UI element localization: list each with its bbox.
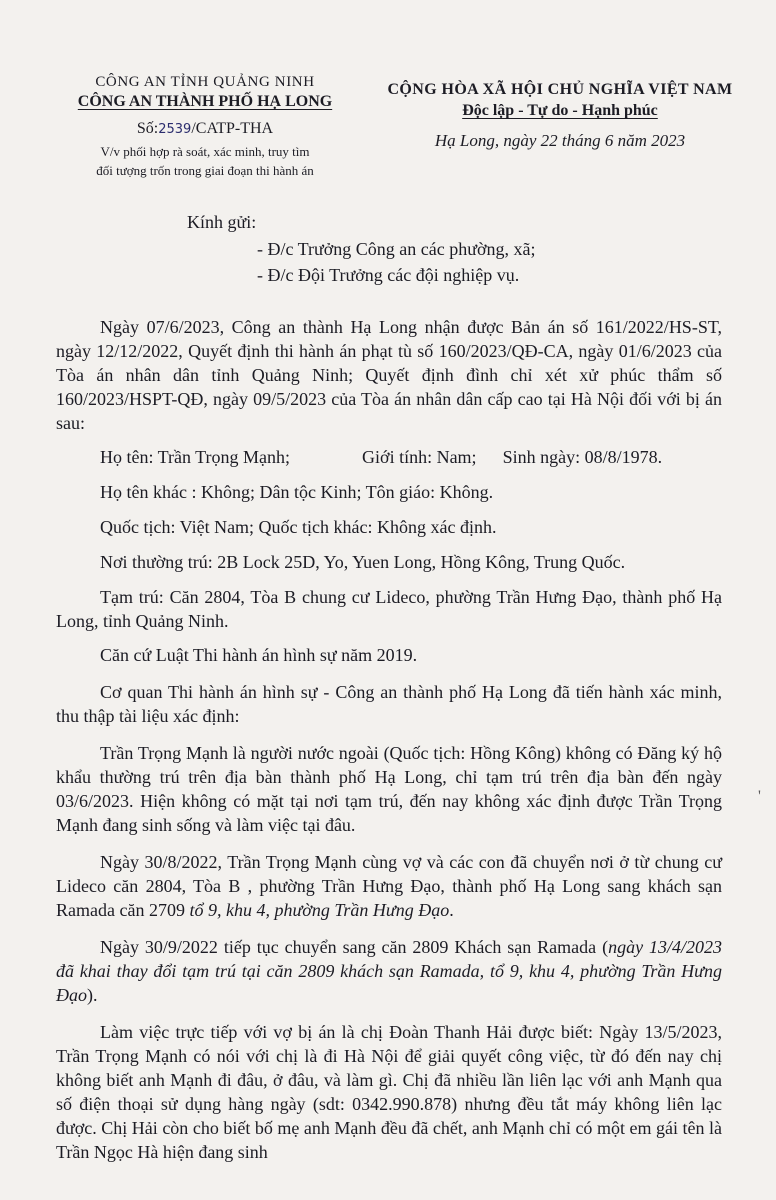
- subject-name: Họ tên: Trần Trọng Mạnh;: [100, 447, 291, 467]
- finding-paragraph-3: Ngày 30/9/2022 tiếp tục chuyển sang căn 2809 Khách sạn Ramada (ngày 13/4/2023 đã khai thay đổi tạm trú tại căn 2809 khách sạn Ramada, tổ 9, khu 4, phường Trần Hưng Đạo).: [56, 937, 722, 1005]
- handwritten-number: 2539: [158, 122, 192, 137]
- subject-line-1: V/v phối hợp rà soát, xác minh, truy tìm: [100, 144, 310, 159]
- permanent-address-line: Nơi thường trú: 2B Lock 25D, Yo, Yuen Long, Hồng Kông, Trung Quốc.: [100, 552, 626, 572]
- margin-mark: ': [758, 788, 761, 805]
- legal-basis-paragraph: Căn cứ Luật Thi hành án hình sự năm 2019.: [100, 645, 418, 665]
- document-number: Số:2539/CATP-THA: [136, 120, 274, 137]
- subject-dob: Sinh ngày: 08/8/1978.: [502, 447, 663, 467]
- document-body: [56, 315, 722, 1177]
- finding-paragraph-4: Làm việc trực tiếp với vợ bị án là chị Đoàn Thanh Hải được biết: Ngày 13/5/2023, Trần Trọng Mạnh có nói với chị là đi Hà Nội để giải quyết công việc, từ đó đến nay chị không biết anh Mạnh đi đâu, ở đâu, và làm gì. Chị đã nhiều lần liên lạc với anh Mạnh qua số điện thoại sử dụng hàng ngày (sdt: 0342.990.878) nhưng đều tắt máy không liên lạc được. Chị Hải còn cho biết bố mẹ anh Mạnh đều đã chết, anh Mạnh chỉ có một em gái tên là Trần Ngọc Hà hiện đang sinh: [56, 1022, 722, 1162]
- temporary-address-paragraph: Tạm trú: Căn 2804, Tòa B chung cư Lideco, phường Trần Hưng Đạo, thành phố Hạ Long, tỉnh Quảng Ninh.: [56, 587, 722, 631]
- subject-identity-line: [56, 445, 722, 469]
- recipient-list: [257, 236, 536, 288]
- recipient-item: - Đ/c Trưởng Công an các phường, xã;: [257, 239, 536, 259]
- national-header-block: [370, 80, 750, 152]
- issuing-agency: CÔNG AN THÀNH PHỐ HẠ LONG: [77, 93, 333, 110]
- subject-line-2: đối tượng trốn trong giai đoạn thi hành án: [96, 163, 314, 178]
- document-date: Hạ Long, ngày 22 tháng 6 năm 2023: [434, 131, 686, 150]
- finding-paragraph-1: Trần Trọng Mạnh là người nước ngoài (Quốc tịch: Hồng Kông) không có Đăng ký hộ khẩu thường trú trên địa bàn thành phố Hạ Long, chỉ tạm trú trên địa bàn đến ngày 03/6/2023. Hiện không có mặt tại nơi tạm trú, đến nay không xác định được Trần Trọng Mạnh đang sinh sống và làm việc tại đâu.: [56, 743, 722, 835]
- intro-paragraph: Ngày 07/6/2023, Công an thành Hạ Long nhận được Bản án số 161/2022/HS-ST, ngày 12/12/2022, Quyết định thi hành án phạt tù số 160/2023/QĐ-CA, ngày 01/6/2023 của Tòa án nhân dân tỉnh Quảng Ninh; Quyết định đình chỉ xét xử phúc thẩm số 160/2023/HSPT-QĐ, ngày 09/5/2023 của Tòa án nhân dân cấp cao tại Hà Nội đối với bị án sau:: [56, 317, 722, 433]
- republic-title: CỘNG HÒA XÃ HỘI CHỦ NGHĨA VIỆT NAM: [387, 81, 733, 98]
- issuing-agency-block: [40, 72, 370, 179]
- recipient-item: - Đ/c Đội Trưởng các đội nghiệp vụ.: [257, 265, 520, 285]
- national-motto: Độc lập - Tự do - Hạnh phúc: [462, 102, 658, 119]
- finding-paragraph-2: Ngày 30/8/2022, Trần Trọng Mạnh cùng vợ và các con đã chuyển nơi ở từ chung cư Lideco căn 2804, Tòa B , phường Trần Hưng Đạo, thành phố Hạ Long sang khách sạn Ramada căn 2709 tổ 9, khu 4, phường Trần Hưng Đạo.: [56, 852, 722, 920]
- parent-agency: CÔNG AN TỈNH QUẢNG NINH: [95, 74, 315, 90]
- greeting: Kính gửi:: [187, 212, 257, 232]
- nationality-line: Quốc tịch: Việt Nam; Quốc tịch khác: Không xác định.: [100, 517, 497, 537]
- other-name-line: Họ tên khác : Không; Dân tộc Kinh; Tôn giáo: Không.: [100, 482, 494, 502]
- subject-gender: Giới tính: Nam;: [362, 447, 477, 467]
- agency-statement-paragraph: Cơ quan Thi hành án hình sự - Công an thành phố Hạ Long đã tiến hành xác minh, thu thập tài liệu xác định:: [56, 682, 722, 726]
